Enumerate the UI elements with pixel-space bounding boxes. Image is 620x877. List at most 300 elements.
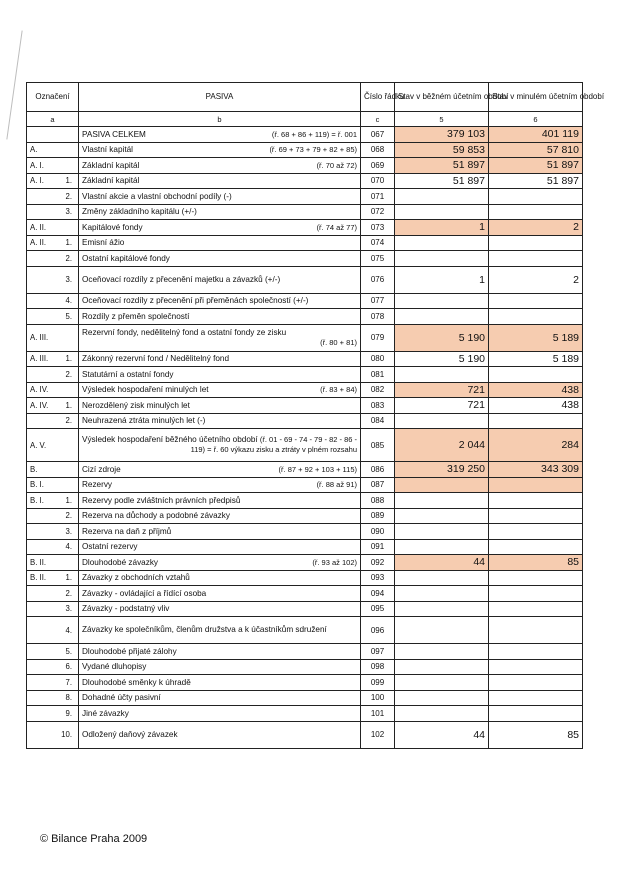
subheader-a: a (27, 112, 79, 127)
row-item-number: 7. (65, 677, 72, 687)
row-section: A. I. (30, 176, 44, 186)
row-designation (27, 413, 79, 429)
previous-period-value (489, 675, 583, 691)
current-period-value (395, 524, 489, 540)
row-item-number: 10. (61, 730, 72, 739)
row-number: 075 (361, 251, 395, 267)
table-row (27, 477, 583, 493)
previous-period-value: 85 (489, 721, 583, 748)
table-row (27, 721, 583, 748)
current-period-value (395, 508, 489, 524)
current-period-value: 44 (395, 721, 489, 748)
row-designation (27, 508, 79, 524)
row-description (79, 235, 361, 251)
table-row (27, 251, 583, 267)
row-item-number: 5. (65, 646, 72, 656)
previous-period-value: 5 189 (489, 351, 583, 367)
row-description (79, 266, 361, 293)
current-period-value: 51 897 (395, 158, 489, 174)
row-number: 079 (361, 324, 395, 351)
row-designation (27, 158, 79, 174)
row-designation (27, 706, 79, 722)
previous-period-value (489, 524, 583, 540)
row-designation (27, 142, 79, 158)
table-row (27, 586, 583, 602)
row-designation (27, 690, 79, 706)
current-period-value: 379 103 (395, 127, 489, 143)
row-label: Cizí zdroje (82, 464, 121, 474)
previous-period-value: 438 (489, 382, 583, 398)
row-designation (27, 189, 79, 205)
previous-period-value (489, 690, 583, 706)
row-section: B. I. (30, 480, 44, 490)
row-item-number: 2. (65, 588, 72, 598)
table-row (27, 524, 583, 540)
row-formula: (ř. 68 + 86 + 119) = ř. 001 (271, 129, 357, 139)
row-item-number: 2. (65, 253, 72, 263)
row-number: 096 (361, 617, 395, 644)
subheader-b: b (79, 112, 361, 127)
row-number: 086 (361, 462, 395, 478)
row-section: A. II. (30, 222, 47, 232)
row-description (79, 189, 361, 205)
row-label: Vydané dluhopisy (82, 662, 147, 672)
row-label: Dlouhodobé přijaté zálohy (82, 646, 177, 656)
previous-period-value (489, 204, 583, 220)
row-item-number: 9. (65, 708, 72, 718)
row-label: Výsledek hospodaření minulých let (82, 385, 209, 395)
row-number: 088 (361, 493, 395, 509)
previous-period-value: 51 897 (489, 173, 583, 189)
row-description (79, 251, 361, 267)
row-number: 081 (361, 367, 395, 383)
previous-period-value: 57 810 (489, 142, 583, 158)
row-label: Závazky z obchodních vztahů (82, 573, 190, 583)
table-row (27, 555, 583, 571)
row-description (79, 293, 361, 309)
row-section: B. II. (30, 573, 47, 583)
row-label: Závazky ke společníkům, členům družstva a k účastníkům sdružení (82, 625, 327, 634)
row-description (79, 158, 361, 174)
row-label: Rezerva na důchody a podobné závazky (82, 511, 230, 521)
table-row (27, 173, 583, 189)
table-row (27, 204, 583, 220)
row-designation (27, 477, 79, 493)
row-formula: (ř. 80 + 81) (320, 337, 357, 347)
previous-period-value (489, 586, 583, 602)
row-description (79, 324, 361, 351)
current-period-value (395, 659, 489, 675)
current-period-value: 721 (395, 398, 489, 414)
subheader-6: 6 (489, 112, 583, 127)
row-item-number: 4. (65, 296, 72, 306)
row-section: A. (30, 145, 38, 155)
current-period-value (395, 586, 489, 602)
current-period-value (395, 675, 489, 691)
previous-period-value (489, 539, 583, 555)
row-number: 099 (361, 675, 395, 691)
row-section: A. IV. (30, 385, 49, 395)
row-formula: (ř. 01 - 69 - 74 - 79 - 82 - 86 - 119) = ř. 60 výkazu zisku a ztráty v plném rozsahu (190, 435, 357, 454)
row-label: Oceňovací rozdíly z přecenění majetku a závazků (+/-) (82, 274, 281, 284)
row-description (79, 493, 361, 509)
previous-period-value: 343 309 (489, 462, 583, 478)
row-item-number: 3. (65, 207, 72, 217)
row-label: Rozdíly z přeměn společností (82, 311, 190, 321)
row-section: B. I. (30, 495, 44, 505)
table-row (27, 617, 583, 644)
row-number: 102 (361, 721, 395, 748)
row-item-number: 3. (65, 275, 72, 284)
row-label: Rezerva na daň z příjmů (82, 526, 172, 536)
row-section: A. III. (30, 333, 49, 342)
row-description (79, 204, 361, 220)
row-item-number: 1. (65, 176, 72, 186)
row-number: 087 (361, 477, 395, 493)
row-designation (27, 173, 79, 189)
row-item-number: 1. (65, 354, 72, 364)
row-designation (27, 324, 79, 351)
row-section: B. II. (30, 557, 47, 567)
table-row (27, 309, 583, 325)
row-designation (27, 251, 79, 267)
table-row (27, 539, 583, 555)
row-designation (27, 351, 79, 367)
previous-period-value (489, 477, 583, 493)
row-description (79, 659, 361, 675)
current-period-value: 319 250 (395, 462, 489, 478)
row-label: Rezervy podle zvláštních právních předpisů (82, 495, 241, 505)
row-number: 094 (361, 586, 395, 602)
current-period-value (395, 204, 489, 220)
current-period-value: 44 (395, 555, 489, 571)
current-period-value: 1 (395, 266, 489, 293)
row-item-number: 1. (65, 495, 72, 505)
current-period-value (395, 235, 489, 251)
row-label: Dlouhodobé závazky (82, 557, 159, 567)
row-number: 089 (361, 508, 395, 524)
row-number: 090 (361, 524, 395, 540)
current-period-value (395, 690, 489, 706)
table-header-row (27, 83, 583, 112)
row-number: 078 (361, 309, 395, 325)
row-number: 095 (361, 601, 395, 617)
row-label: Ostatní kapitálové fondy (82, 253, 170, 263)
row-item-number: 4. (65, 542, 72, 552)
previous-period-value: 5 189 (489, 324, 583, 351)
row-label: PASIVA CELKEM (82, 129, 146, 139)
previous-period-value: 2 (489, 266, 583, 293)
previous-period-value (489, 706, 583, 722)
current-period-value: 59 853 (395, 142, 489, 158)
previous-period-value (489, 413, 583, 429)
row-description (79, 462, 361, 478)
row-section: A. I. (30, 160, 44, 170)
previous-period-value (489, 659, 583, 675)
row-label: Oceňovací rozdíly z přecenění při přeměnách společností (+/-) (82, 296, 309, 306)
row-label: Nerozdělený zisk minulých let (82, 400, 190, 410)
row-designation (27, 220, 79, 236)
row-number: 098 (361, 659, 395, 675)
row-formula: (ř. 88 až 91) (316, 480, 357, 490)
table-row (27, 675, 583, 691)
current-period-value (395, 539, 489, 555)
table-row (27, 142, 583, 158)
row-item-number: 1. (65, 573, 72, 583)
table-body (27, 127, 583, 749)
row-formula: (ř. 69 + 73 + 79 + 82 + 85) (269, 145, 357, 155)
row-item-number: 2. (65, 511, 72, 521)
current-period-value: 51 897 (395, 173, 489, 189)
row-number: 076 (361, 266, 395, 293)
row-description (79, 477, 361, 493)
row-description (79, 617, 361, 644)
row-description (79, 367, 361, 383)
current-period-value (395, 493, 489, 509)
table-row (27, 601, 583, 617)
current-period-value (395, 706, 489, 722)
scan-artifact-line (6, 30, 22, 139)
row-label: Vlastní kapitál (82, 145, 133, 155)
table-row (27, 266, 583, 293)
row-designation (27, 309, 79, 325)
row-description (79, 721, 361, 748)
row-description (79, 539, 361, 555)
table-row (27, 293, 583, 309)
row-section: A. V. (30, 440, 47, 450)
table-row (27, 382, 583, 398)
current-period-value: 5 190 (395, 324, 489, 351)
row-description (79, 524, 361, 540)
current-period-value (395, 367, 489, 383)
row-designation (27, 398, 79, 414)
current-period-value (395, 477, 489, 493)
current-period-value: 2 044 (395, 429, 489, 462)
row-number: 100 (361, 690, 395, 706)
previous-period-value (489, 644, 583, 660)
table-row (27, 413, 583, 429)
row-description (79, 173, 361, 189)
row-designation (27, 524, 79, 540)
row-item-number: 2. (65, 416, 72, 426)
row-description (79, 690, 361, 706)
row-item-number: 3. (65, 604, 72, 614)
row-label: Dlouhodobé směnky k úhradě (82, 677, 191, 687)
row-number: 092 (361, 555, 395, 571)
row-formula: (ř. 83 + 84) (320, 385, 357, 395)
previous-period-value (489, 493, 583, 509)
row-description (79, 429, 361, 462)
header-cislo-radku: Číslo řádku (361, 83, 395, 112)
previous-period-value: 2 (489, 220, 583, 236)
row-description (79, 413, 361, 429)
row-description (79, 570, 361, 586)
table-row (27, 462, 583, 478)
row-item-number: 1. (65, 238, 72, 248)
row-formula: (ř. 87 + 92 + 103 + 115) (278, 464, 357, 474)
row-label: Dohadné účty pasivní (82, 693, 161, 703)
row-label: Ostatní rezervy (82, 542, 138, 552)
row-number: 072 (361, 204, 395, 220)
table-row (27, 644, 583, 660)
previous-period-value (489, 235, 583, 251)
row-designation (27, 293, 79, 309)
current-period-value (395, 189, 489, 205)
row-description (79, 706, 361, 722)
current-period-value (395, 293, 489, 309)
row-number: 074 (361, 235, 395, 251)
current-period-value (395, 413, 489, 429)
row-number: 070 (361, 173, 395, 189)
previous-period-value (489, 601, 583, 617)
row-number: 083 (361, 398, 395, 414)
current-period-value: 721 (395, 382, 489, 398)
table-row (27, 189, 583, 205)
row-description (79, 309, 361, 325)
row-label: Závazky - podstatný vliv (82, 604, 170, 614)
header-oznaceni: Označení (27, 83, 79, 112)
row-description (79, 586, 361, 602)
table-row (27, 493, 583, 509)
row-label: Jiné závazky (82, 708, 129, 718)
row-label: Závazky - ovládající a řídící osoba (82, 588, 207, 598)
current-period-value (395, 617, 489, 644)
previous-period-value: 284 (489, 429, 583, 462)
row-designation (27, 675, 79, 691)
previous-period-value: 85 (489, 555, 583, 571)
row-description (79, 142, 361, 158)
subheader-5: 5 (395, 112, 489, 127)
table-row (27, 158, 583, 174)
row-item-number: 1. (65, 400, 72, 410)
row-designation (27, 721, 79, 748)
table-row (27, 659, 583, 675)
row-designation (27, 617, 79, 644)
row-label: Odložený daňový závazek (82, 729, 178, 739)
table-row (27, 235, 583, 251)
row-label: Výsledek hospodaření běžného účetního období (82, 435, 258, 444)
row-description (79, 644, 361, 660)
row-formula: (ř. 74 až 77) (316, 222, 357, 232)
table-row (27, 367, 583, 383)
row-designation (27, 659, 79, 675)
table-subheader-row (27, 112, 583, 127)
previous-period-value (489, 309, 583, 325)
row-item-number: 3. (65, 526, 72, 536)
header-current-period: Stav v běžném účetním období (395, 83, 489, 112)
row-label: Kapitálové fondy (82, 222, 143, 232)
row-label: Statutární a ostatní fondy (82, 369, 174, 379)
row-description (79, 675, 361, 691)
row-section: A. II. (30, 238, 47, 248)
row-designation (27, 235, 79, 251)
row-item-number: 5. (65, 311, 72, 321)
row-number: 067 (361, 127, 395, 143)
row-designation (27, 204, 79, 220)
row-label: Vlastní akcie a vlastní obchodní podíly (-) (82, 191, 232, 201)
table-row (27, 127, 583, 143)
row-designation (27, 127, 79, 143)
row-designation (27, 601, 79, 617)
current-period-value (395, 309, 489, 325)
current-period-value (395, 644, 489, 660)
table-row (27, 429, 583, 462)
row-label: Emisní ážio (82, 238, 125, 248)
current-period-value: 1 (395, 220, 489, 236)
row-number: 069 (361, 158, 395, 174)
row-label: Zákonný rezervní fond / Nedělitelný fond (82, 354, 230, 364)
current-period-value: 5 190 (395, 351, 489, 367)
current-period-value (395, 251, 489, 267)
row-designation (27, 367, 79, 383)
previous-period-value (489, 189, 583, 205)
row-label: Rezervní fondy, nedělitelný fond a ostatní fondy ze zisku (82, 327, 287, 337)
row-description (79, 220, 361, 236)
table-row (27, 351, 583, 367)
row-label: Změny základního kapitálu (+/-) (82, 207, 197, 217)
row-formula: (ř. 93 až 102) (312, 557, 357, 567)
row-number: 077 (361, 293, 395, 309)
row-section: B. (30, 464, 38, 474)
row-description (79, 127, 361, 143)
row-description (79, 601, 361, 617)
row-number: 085 (361, 429, 395, 462)
row-item-number: 2. (65, 369, 72, 379)
row-description (79, 382, 361, 398)
previous-period-value (489, 570, 583, 586)
row-item-number: 6. (65, 662, 72, 672)
row-number: 071 (361, 189, 395, 205)
row-number: 068 (361, 142, 395, 158)
row-designation (27, 429, 79, 462)
row-description (79, 351, 361, 367)
row-section: A. III. (30, 354, 49, 364)
row-label: Základní kapitál (82, 176, 140, 186)
row-formula: (ř. 70 až 72) (316, 160, 357, 170)
row-item-number: 8. (65, 693, 72, 703)
table-row (27, 690, 583, 706)
row-designation (27, 266, 79, 293)
row-designation (27, 462, 79, 478)
previous-period-value (489, 617, 583, 644)
row-number: 080 (361, 351, 395, 367)
row-description (79, 398, 361, 414)
table-row (27, 398, 583, 414)
current-period-value (395, 601, 489, 617)
row-number: 093 (361, 570, 395, 586)
row-designation (27, 539, 79, 555)
row-item-number: 2. (65, 191, 72, 201)
row-number: 084 (361, 413, 395, 429)
row-designation (27, 586, 79, 602)
row-number: 101 (361, 706, 395, 722)
row-designation (27, 493, 79, 509)
row-section: A. IV. (30, 400, 49, 410)
row-number: 091 (361, 539, 395, 555)
previous-period-value (489, 251, 583, 267)
previous-period-value (489, 293, 583, 309)
subheader-c: c (361, 112, 395, 127)
row-description (79, 508, 361, 524)
table-row (27, 570, 583, 586)
previous-period-value: 51 897 (489, 158, 583, 174)
previous-period-value: 438 (489, 398, 583, 414)
row-designation (27, 570, 79, 586)
previous-period-value: 401 119 (489, 127, 583, 143)
row-label: Rezervy (82, 480, 113, 490)
header-previous-period: Stav v minulém účetním období (489, 83, 583, 112)
previous-period-value (489, 367, 583, 383)
